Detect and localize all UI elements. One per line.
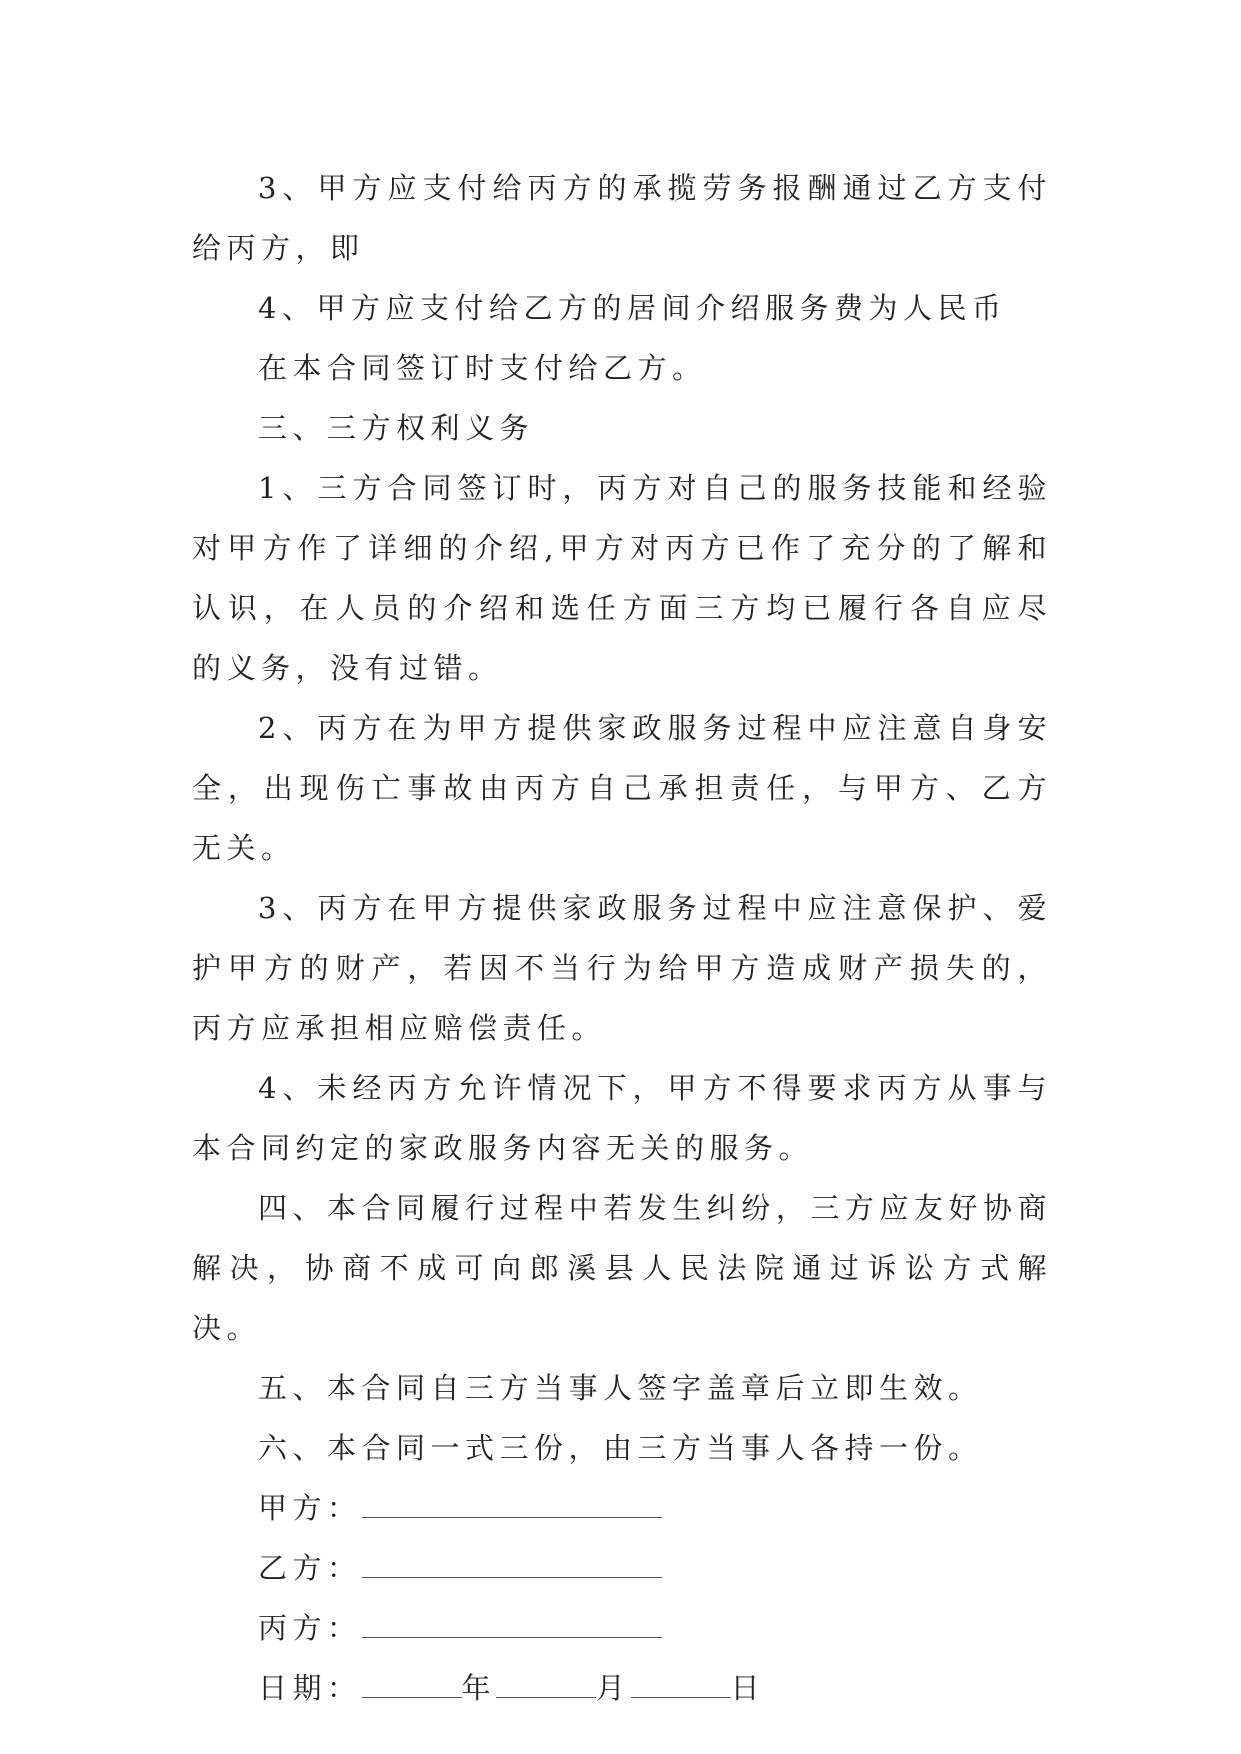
party-c-signature-line[interactable] [362,1615,662,1638]
party-b-signature-line[interactable] [362,1555,662,1578]
paragraph-clause-4: 4、未经丙方允许情况下，甲方不得要求丙方从事与本合同约定的家政服务内容无关的服务。 [192,1071,1052,1165]
signature-party-a [192,1478,1052,1538]
signature-date [192,1658,1052,1718]
paragraph-dispute-resolution: 四、本合同履行过程中若发生纠纷，三方应友好协商解决，协商不成可向郎溪县人民法院通过诉讼方式解决。 [192,1191,1052,1345]
section-heading-rights-obligations: 三、三方权利义务 [258,411,535,445]
paragraph-payment-to-c: 3、甲方应支付给丙方的承揽劳务报酬通过乙方支付给丙方，即 [192,171,1052,265]
year-label: 年 [461,1671,497,1705]
signature-party-b [192,1538,1052,1598]
paragraph-effectiveness: 五、本合同自三方当事人签字盖章后立即生效。 [258,1371,983,1405]
year-blank[interactable] [362,1675,462,1698]
month-blank[interactable] [496,1675,596,1698]
paragraph-clause-2: 2、丙方在为甲方提供家政服务过程中应注意自身安全，出现伤亡事故由丙方自己承担责任，与甲方、乙方无关。 [192,711,1052,865]
day-label: 日 [730,1671,766,1705]
day-blank[interactable] [631,1675,731,1698]
month-label: 月 [596,1671,631,1705]
party-c-label: 丙方： [258,1611,362,1645]
paragraph-clause-3: 3、丙方在甲方提供家政服务过程中应注意保护、爱护甲方的财产，若因不当行为给甲方造成财产损失的，丙方应承担相应赔偿责任。 [192,891,1052,1045]
paragraph-payment-timing: 在本合同签订时支付给乙方。 [258,351,707,385]
paragraph-service-fee: 4、甲方应支付给乙方的居间介绍服务费为人民币 [258,291,1007,325]
paragraph-copies: 六、本合同一式三份，由三方当事人各持一份。 [258,1431,983,1465]
contract-body [192,158,1052,1718]
date-label: 日期： [258,1671,362,1705]
party-b-label: 乙方： [258,1551,362,1585]
paragraph-clause-1: 1、三方合同签订时，丙方对自己的服务技能和经验对甲方作了详细的介绍,甲方对丙方已作了充分的了解和认识，在人员的介绍和选任方面三方均已履行各自应尽的义务，没有过错。 [192,471,1052,685]
party-a-label: 甲方： [258,1491,362,1525]
party-a-signature-line[interactable] [362,1495,662,1518]
signature-party-c [192,1598,1052,1658]
